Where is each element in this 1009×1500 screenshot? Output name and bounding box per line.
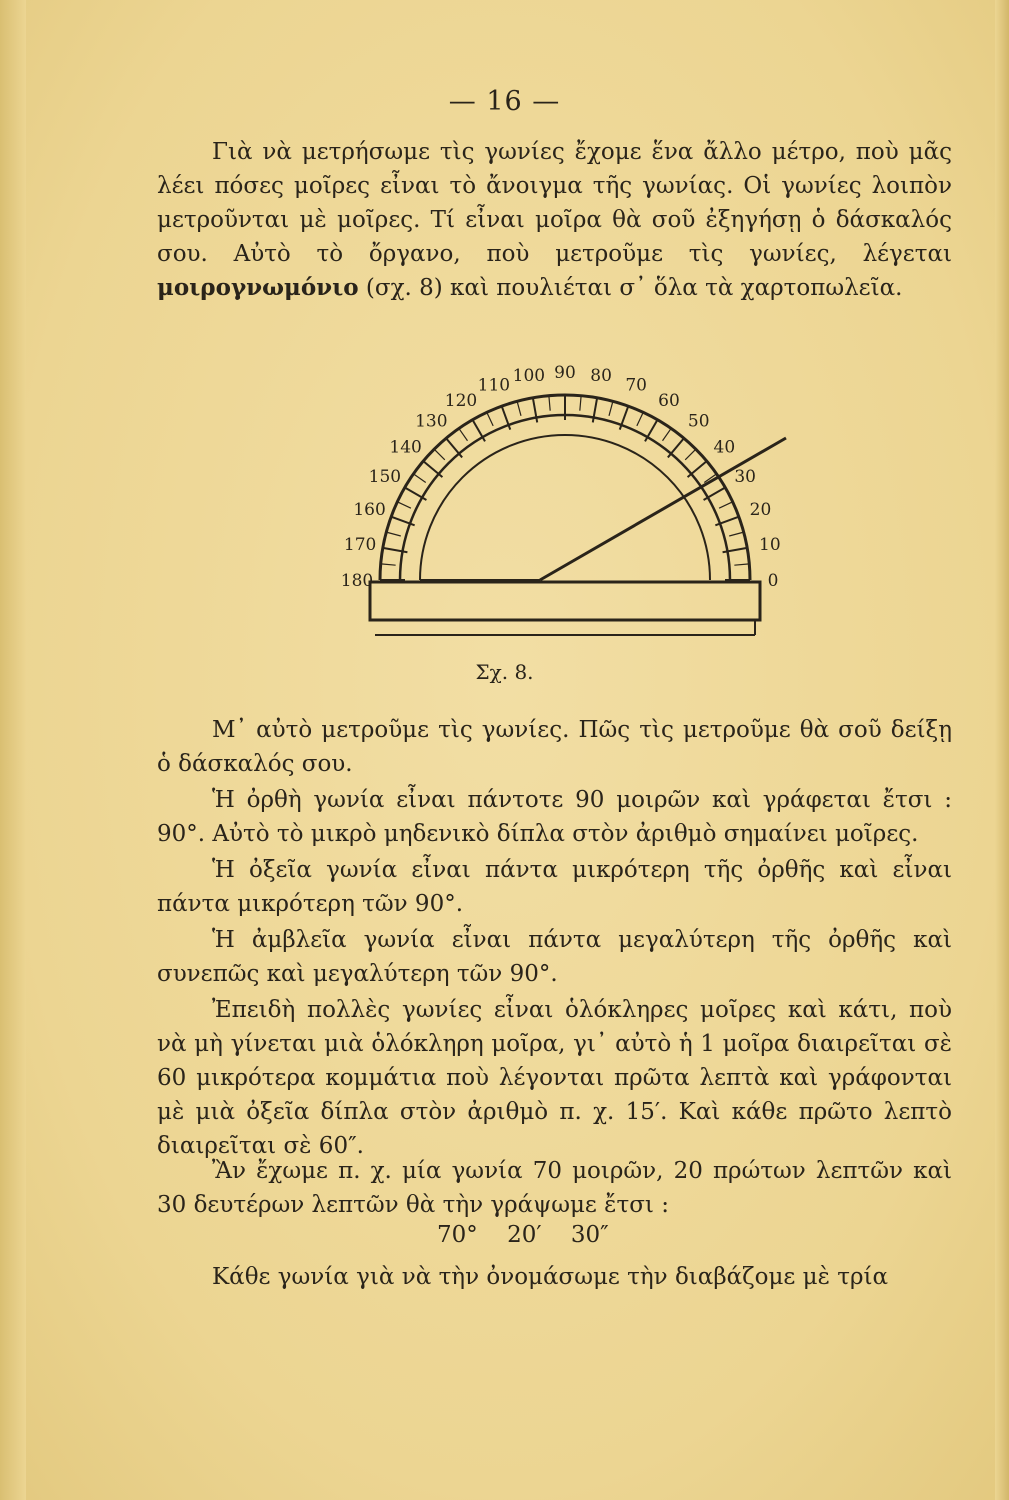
degree-label: 70 — [625, 375, 647, 396]
degree-label: 0 — [767, 571, 779, 591]
degree-label: 130 — [415, 411, 448, 432]
tick-mark — [729, 532, 743, 536]
paragraph-intro — [157, 135, 952, 305]
degree-label: 10 — [759, 534, 781, 555]
tick-mark — [459, 428, 468, 440]
paragraph-right-angle: Ἡ ὀρθὴ γωνία εἶναι πάντοτε 90 μοιρῶν καὶ γράφεται ἔτσι : 90°. Αὐτὸ τὸ μικρὸ μηδενικὸ δίπλα στὸν ἀριθμὸ σημαίνει μοῖρες. — [157, 787, 952, 847]
degree-label: 180 — [340, 571, 374, 591]
degree-label: 150 — [368, 467, 402, 487]
paragraph-intro-end: (σχ. 8) καὶ πουλιέται σ᾿ ὅλα τὰ χαρτοπωλεῖα. — [358, 275, 903, 301]
tick-mark — [446, 438, 462, 457]
tick-mark — [397, 502, 411, 508]
degree-label: 40 — [713, 437, 736, 458]
paragraph-measure: Μ᾿ αὐτὸ μετροῦμε τὶς γωνίες. Πῶς τὶς μετροῦμε θὰ σοῦ δείξῃ ὁ δάσκαλός σου. — [157, 717, 952, 777]
protractor-figure — [330, 350, 790, 650]
paragraph-naming: Κάθε γωνία γιὰ νὰ τὴν ὀνομάσωμε τὴν διαβάζομε μὲ τρία — [212, 1264, 889, 1290]
tick-mark — [423, 461, 442, 477]
degree-label: 50 — [687, 411, 710, 432]
tick-mark — [637, 412, 643, 426]
tick-mark — [487, 412, 493, 426]
page-edge-shadow — [995, 0, 1009, 1500]
tick-mark — [413, 474, 425, 483]
paragraph-obtuse-angle: Ἡ ἀμβλεῖα γωνία εἶναι πάντα μεγαλύτερη τῆς ὀρθῆς καὶ συνεπῶς καὶ μεγαλύτερη τῶν 90°. — [157, 927, 952, 987]
degree-label: 100 — [512, 366, 546, 387]
paragraph-minutes: Ἐπειδὴ πολλὲς γωνίες εἶναι ὁλόκληρες μοῖρες καὶ κάτι, ποὺ νὰ μὴ γίνεται μιὰ ὁλόκληρη μοῖρα, γι᾿ αὐτὸ ἡ 1 μοῖρα διαιρεῖται σὲ 60 μικρότερα κομμάτια ποὺ λέγονται πρῶτα λεπτὰ καὶ γράφονται μὲ μιὰ ὀξεῖα δίπλα στὸν ἀριθμὸ π. χ. 15′. Καὶ κάθε πρῶτο λεπτὸ διαιρεῖται σὲ 60″. — [157, 997, 952, 1159]
paragraph-intro-text: Γιὰ νὰ μετρήσωμε τὶς γωνίες ἔχομε ἕνα ἄλλο μέτρο, ποὺ μᾶς λέει πόσες μοῖρες εἶναι τὸ ἄνοιγμα τῆς γωνίας. Οἱ γωνίες λοιπὸν μετροῦνται μὲ μοῖρες. Τί εἶναι μοῖρα θὰ σοῦ ἐξηγήσῃ ὁ δάσκαλός σου. Αὐτὸ τὸ ὄργανο, ποὺ μετροῦμε τὶς γωνίες, λέγεται — [157, 139, 952, 267]
tick-mark — [549, 396, 550, 411]
paragraph-example: Ἂν ἔχωμε π. χ. μία γωνία 70 μοιρῶν, 20 πρώτων λεπτῶν καὶ 30 δευτέρων λεπτῶν θὰ τὴν γράψωμε ἔτσι : — [157, 1158, 952, 1218]
degree-label: 160 — [353, 499, 386, 520]
degree-label: 90 — [554, 363, 576, 383]
tick-mark — [685, 449, 696, 460]
degree-label: 20 — [749, 499, 772, 520]
tick-mark — [386, 532, 400, 536]
tick-mark — [663, 428, 672, 440]
paragraph-acute-angle: Ἡ ὀξεῖα γωνία εἶναι πάντα μικρότερη τῆς ὀρθῆς καὶ εἶναι πάντα μικρότερη τῶν 90°. — [157, 857, 952, 917]
degree-label: 80 — [590, 366, 612, 387]
degree-label: 170 — [343, 534, 377, 555]
page-number: — 16 — — [448, 86, 561, 117]
tick-mark — [734, 564, 749, 565]
degree-label: 120 — [444, 390, 478, 411]
tick-mark — [434, 449, 445, 460]
degree-label: 30 — [734, 467, 756, 487]
term-protractor: μοιρογνωμόνιο — [157, 274, 359, 301]
degree-label: 110 — [477, 375, 511, 396]
tick-mark — [688, 461, 707, 477]
tick-mark — [719, 502, 733, 508]
tick-mark — [668, 438, 684, 457]
degree-label: 60 — [658, 390, 680, 411]
protractor-degree-labels — [341, 363, 781, 591]
page-binding-shadow — [0, 0, 26, 1500]
angle-notation: 70° 20′ 30″ — [437, 1222, 609, 1248]
tick-mark — [381, 564, 396, 565]
degree-label: 140 — [389, 437, 422, 458]
tick-mark — [517, 401, 521, 415]
tick-mark — [580, 396, 581, 411]
figure-caption: Σχ. 8. — [475, 660, 534, 684]
protractor-base — [370, 582, 760, 620]
tick-mark — [609, 401, 613, 415]
